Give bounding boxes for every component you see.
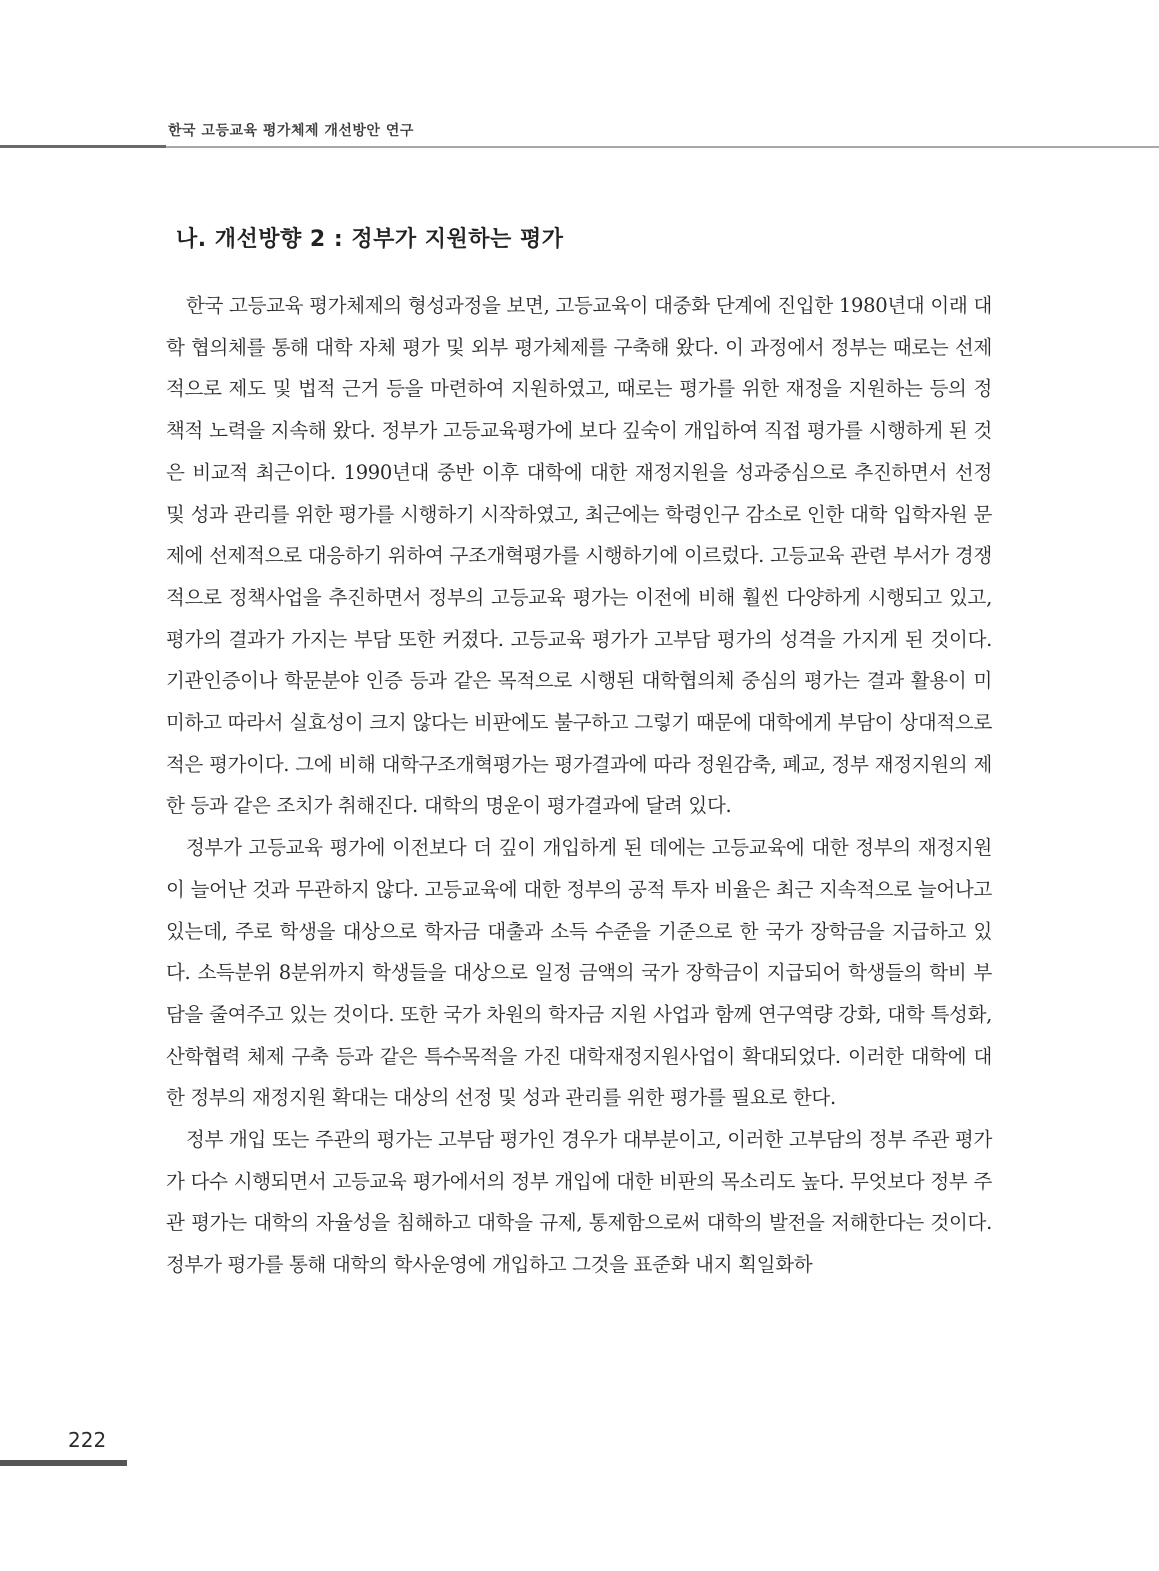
paragraph-2: 정부가 고등교육 평가에 이전보다 더 깊이 개입하게 된 데에는 고등교육에 대한 정부의 재정지원이 늘어난 것과 무관하지 않다. 고등교육에 대한 정부의 공적 투자 비율은 최근 지속적으로 늘어나고 있는데, 주로 학생을 대상으로 학자금 대출과 소득 수준을 기준으로 한 국가 장학금을 지급하고 있다. 소득분위 8분위까지 학생들을 대상으로 일정 금액의 국가 장학금이 지급되어 학생들의 학비 부담을 줄여주고 있는 것이다. 또한 국가 차원의 학자금 지원 사업과 함께 연구역량 강화, 대학 특성화, 산학협력 체제 구축 등과 같은 특수목적을 가진 대학재정지원사업이 확대되었다. 이러한 대학에 대한 정부의 재정지원 확대는 대상의 선정 및 성과 관리를 위한 평가를 필요로 한다. — [166, 836, 992, 1110]
running-header-title: 한국 고등교육 평가체제 개선방안 연구 — [168, 123, 414, 139]
header-rule — [166, 146, 1159, 148]
body-text — [166, 285, 992, 1286]
paragraph-1: 한국 고등교육 평가체제의 형성과정을 보면, 고등교육이 대중화 단계에 진입한 1980년대 이래 대학 협의체를 통해 대학 자체 평가 및 외부 평가체제를 구축해 왔다. 이 과정에서 정부는 때로는 선제적으로 제도 및 법적 근거 등을 마련하여 지원하였고, 때로는 평가를 위한 재정을 지원하는 등의 정책적 노력을 지속해 왔다. 정부가 고등교육평가에 보다 깊숙이 개입하여 직접 평가를 시행하게 된 것은 비교적 최근이다. 1990년대 중반 이후 대학에 대한 재정지원을 성과중심으로 추진하면서 선정 및 성과 관리를 위한 평가를 시행하기 시작하였고, 최근에는 학령인구 감소로 인한 대학 입학자원 문제에 선제적으로 대응하기 위하여 구조개혁평가를 시행하기에 이르렀다. 고등교육 관련 부서가 경쟁적으로 정책사업을 추진하면서 정부의 고등교육 평가는 이전에 비해 훨씬 다양하게 시행되고 있고, 평가의 결과가 가지는 부담 또한 커졌다. 고등교육 평가가 고부담 평가의 성격을 가지게 된 것이다. 기관인증이나 학문분야 인증 등과 같은 목적으로 시행된 대학협의체 중심의 평가는 결과 활용이 미미하고 따라서 실효성이 크지 않다는 비판에도 불구하고 그렇기 때문에 대학에게 부담이 상대적으로 적은 평가이다. 그에 비해 대학구조개혁평가는 평가결과에 따라 정원감축, 폐교, 정부 재정지원의 제한 등과 같은 조치가 취해진다. 대학의 명운이 평가결과에 달려 있다. — [166, 294, 993, 818]
footer-rule — [0, 1460, 127, 1466]
header-rule-accent — [0, 145, 166, 148]
paragraph-3: 정부 개입 또는 주관의 평가는 고부담 평가인 경우가 대부분이고, 이러한 고부담의 정부 주관 평가가 다수 시행되면서 고등교육 평가에서의 정부 개입에 대한 비판의 목소리도 높다. 무엇보다 정부 주관 평가는 대학의 자율성을 침해하고 대학을 규제, 통제함으로써 대학의 발전을 저해한다는 것이다. 정부가 평가를 통해 대학의 학사운영에 개입하고 그것을 표준화 내지 획일화하 — [166, 1128, 992, 1277]
page-number: 222 — [68, 1428, 107, 1452]
section-heading: 나. 개선방향 2 : 정부가 지원하는 평가 — [176, 227, 564, 252]
